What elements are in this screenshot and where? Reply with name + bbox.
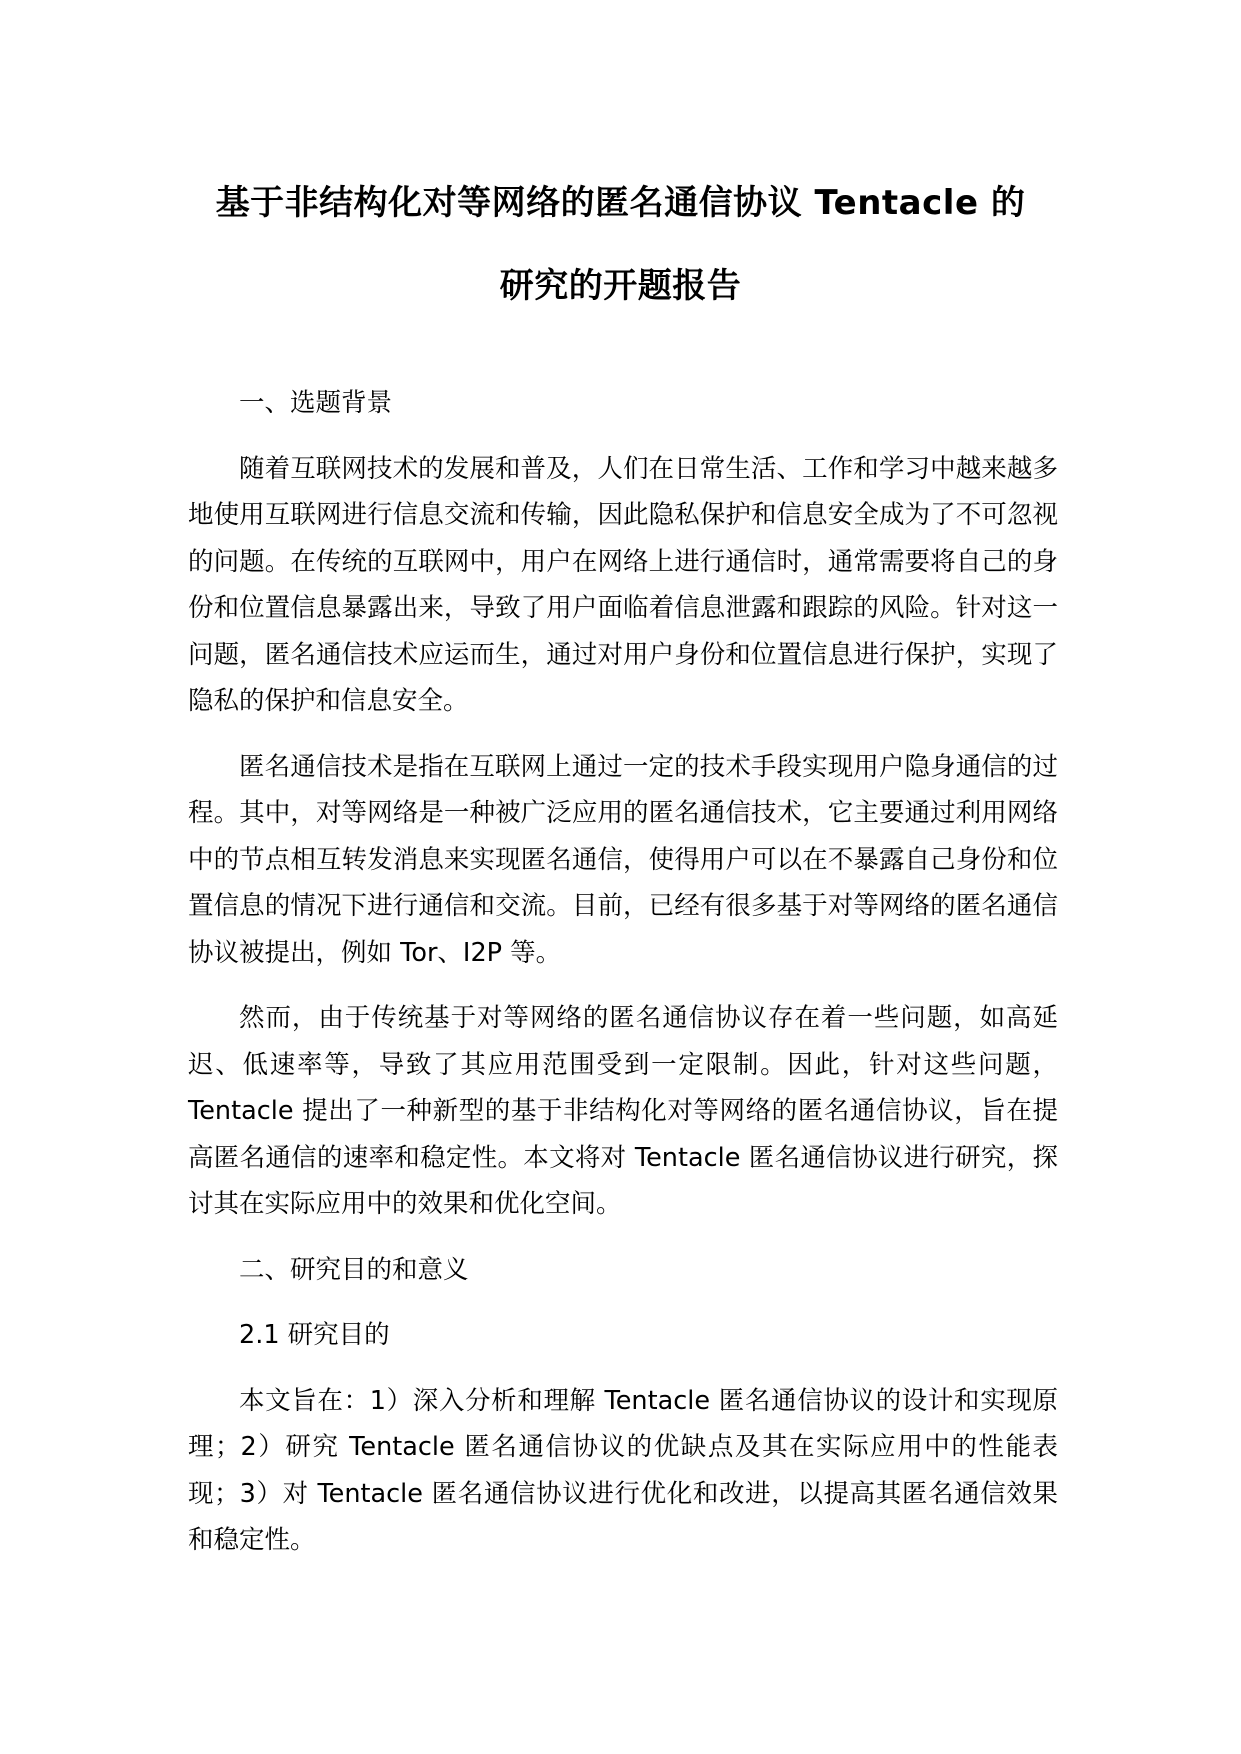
- paragraph-background-2: 匿名通信技术是指在互联网上通过一定的技术手段实现用户隐身通信的过程。其中，对等网络是一种被广泛应用的匿名通信技术，它主要通过利用网络中的节点相互转发消息来实现匿名通信，使得用户可以在不暴露自己身份和位置信息的情况下进行通信和交流。目前，已经有很多基于对等网络的匿名通信协议被提出，例如 Tor、I2P 等。: [188, 751, 1058, 968]
- subsection-heading-research-goal: 2.1 研究目的: [239, 1320, 390, 1350]
- document-title-line-1: 基于非结构化对等网络的匿名通信协议 Tentacle 的: [215, 183, 1026, 223]
- document-title-line-2: 研究的开题报告: [499, 266, 742, 306]
- document-body: [188, 380, 1058, 1583]
- paragraph-background-1: 随着互联网技术的发展和普及，人们在日常生活、工作和学习中越来越多地使用互联网进行信息交流和传输，因此隐私保护和信息安全成为了不可忽视的问题。在传统的互联网中，用户在网络上进行通信时，通常需要将自己的身份和位置信息暴露出来，导致了用户面临着信息泄露和跟踪的风险。针对这一问题，匿名通信技术应运而生，通过对用户身份和位置信息进行保护，实现了隐私的保护和信息安全。: [188, 453, 1058, 716]
- paragraph-research-goal: 本文旨在：1）深入分析和理解 Tentacle 匿名通信协议的设计和实现原理；2）研究 Tentacle 匿名通信协议的优缺点及其在实际应用中的性能表现；3）对 Tentacle 匿名通信协议进行优化和改进，以提高其匿名通信效果和稳定性。: [188, 1385, 1058, 1555]
- paragraph-background-3: 然而，由于传统基于对等网络的匿名通信协议存在着一些问题，如高延迟、低速率等，导致了其应用范围受到一定限制。因此，针对这些问题，Tentacle 提出了一种新型的基于非结构化对等网络的匿名通信协议，旨在提高匿名通信的速率和稳定性。本文将对 Tentacle 匿名通信协议进行研究，探讨其在实际应用中的效果和优化空间。: [188, 1003, 1058, 1219]
- section-heading-purpose: 二、研究目的和意义: [239, 1254, 469, 1285]
- section-heading-background: 一、选题背景: [239, 388, 393, 418]
